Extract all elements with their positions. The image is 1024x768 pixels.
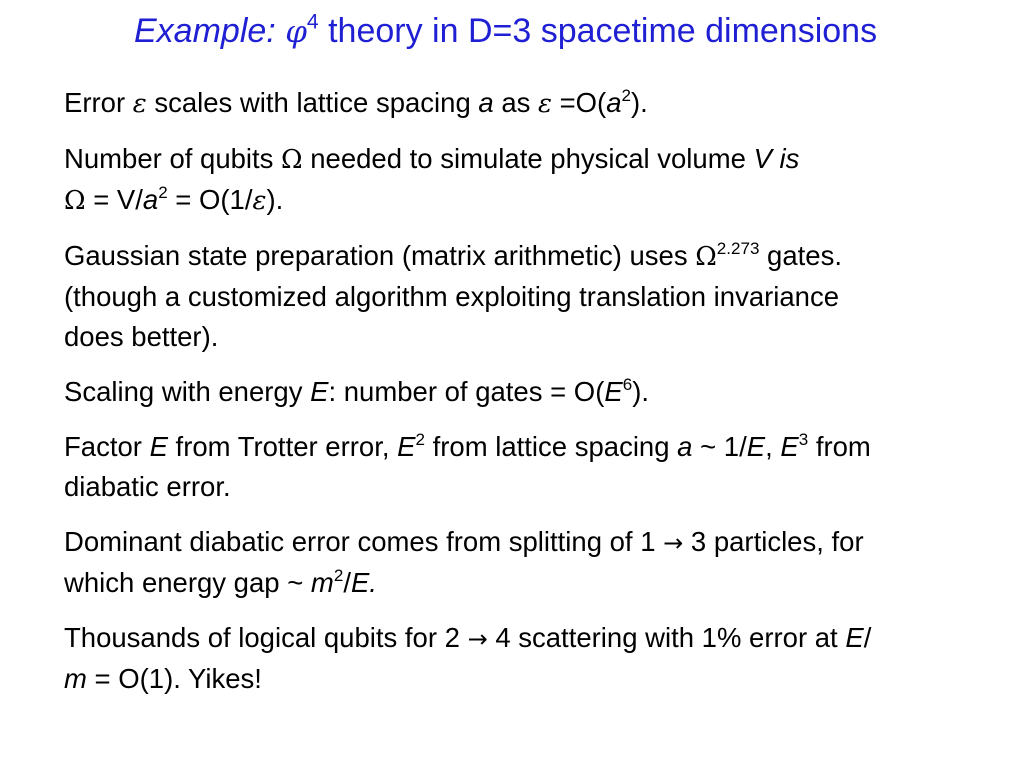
epsilon-symbol: ε <box>252 186 267 216</box>
text-span: Number of qubits <box>64 143 282 174</box>
text-span: from lattice spacing <box>424 431 678 462</box>
exponent: 2 <box>333 565 344 585</box>
text-span: as <box>493 87 539 118</box>
error-scaling-paragraph <box>64 83 1004 124</box>
text-span: 4 scattering with 1% error at <box>487 622 846 653</box>
exponent: 2 <box>158 182 168 202</box>
text-span: which energy gap ~ <box>64 567 311 598</box>
lattice-spacing-var: a <box>142 184 159 215</box>
text-span: Factor <box>64 431 150 462</box>
text-span: = V/ <box>85 184 143 215</box>
exponent: 2 <box>621 85 631 105</box>
text-span: : number of gates = O( <box>328 376 605 407</box>
text-span: ~ 1/ <box>692 431 747 462</box>
right-arrow-icon: → <box>663 529 684 557</box>
omega-symbol: Ω <box>695 242 717 272</box>
qubits-paragraph <box>64 139 1004 221</box>
title-example-label: Example: <box>134 12 276 50</box>
text-span: , <box>765 431 781 462</box>
text-span: from Trotter error, <box>167 431 398 462</box>
text-span: = O(1/ <box>167 184 253 215</box>
lattice-spacing-var: a <box>677 431 693 462</box>
mass-var: m <box>310 567 334 598</box>
energy-var: E <box>310 376 329 407</box>
text-span: diabatic error. <box>64 471 231 502</box>
epsilon-symbol: ε <box>538 89 552 119</box>
diabatic-error-paragraph <box>64 522 1004 603</box>
text-span: Thousands of logical qubits for 2 <box>64 622 468 653</box>
slide-body <box>64 83 1004 714</box>
lattice-spacing-var: a <box>478 87 494 118</box>
title-text: theory in D=3 spacetime dimensions <box>328 12 878 50</box>
text-span: scales with lattice spacing <box>146 87 479 118</box>
text-span: = O(1). Yikes! <box>86 663 262 694</box>
text-span: Error <box>64 87 133 118</box>
factor-paragraph <box>64 427 1004 507</box>
right-arrow-icon: → <box>467 625 488 653</box>
phi-power: 4 <box>306 10 319 34</box>
text-span: Dominant diabatic error comes from splitting of 1 <box>64 526 664 557</box>
lattice-spacing-var: a <box>606 87 622 118</box>
text-span: 3 particles, for <box>683 526 864 557</box>
text-span: / <box>863 622 872 653</box>
exponent: 2 <box>415 429 425 449</box>
energy-var: E <box>780 431 799 462</box>
text-span: needed to simulate physical volume <box>302 143 754 174</box>
energy-var: E <box>746 431 766 462</box>
exponent: 6 <box>622 374 633 394</box>
energy-var: E. <box>350 567 377 598</box>
epsilon-symbol: ε <box>132 89 147 119</box>
energy-var: E <box>149 431 168 462</box>
text-span: from <box>808 431 871 462</box>
gaussian-state-paragraph <box>64 236 1004 357</box>
exponent: 3 <box>798 429 809 449</box>
exponent: 2.273 <box>716 238 760 258</box>
text-span: does better). <box>64 321 219 352</box>
text-span: =O( <box>551 87 607 118</box>
mass-var: m <box>64 663 87 694</box>
omega-symbol: Ω <box>64 186 86 216</box>
text-span: Scaling with energy <box>64 376 311 407</box>
volume-var: V is <box>753 143 800 174</box>
text-span: (though a customized algorithm exploiting translation invariance <box>64 281 840 312</box>
text-span: ). <box>631 87 648 118</box>
text-span: / <box>343 567 351 598</box>
energy-var: E <box>845 622 864 653</box>
text-span: Gaussian state preparation (matrix arithmetic) uses <box>64 240 696 271</box>
text-span: gates. <box>759 240 842 271</box>
omega-symbol: Ω <box>281 145 303 175</box>
phi-symbol: φ <box>285 14 307 50</box>
logical-qubits-paragraph <box>64 618 1004 699</box>
text-span: ). <box>266 184 284 215</box>
energy-var: E <box>397 431 416 462</box>
energy-scaling-paragraph <box>64 372 1004 412</box>
text-span: ). <box>632 376 649 407</box>
slide-title <box>134 12 877 51</box>
energy-var: E <box>604 376 623 407</box>
